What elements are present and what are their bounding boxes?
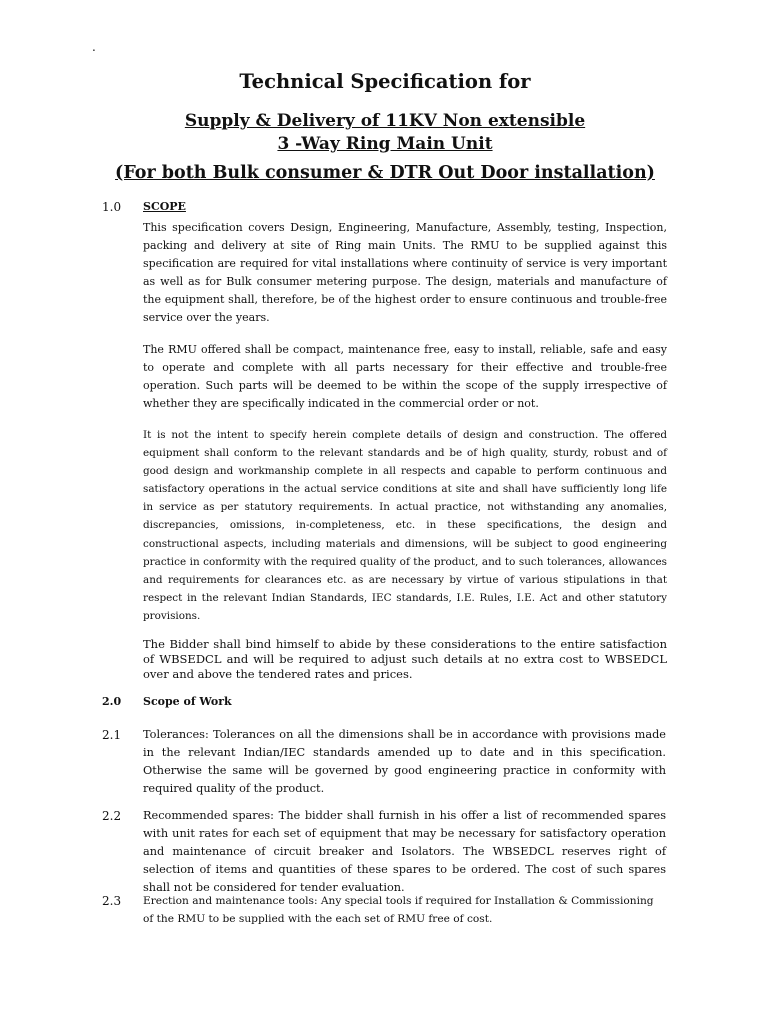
section-number-1: 1.0 [102, 200, 122, 214]
scope-paragraph-1: This specification covers Design, Engineering, Manufacture, Assembly, testing, Inspection, packing and delivery at site of Ring main Units. The RMU to be supplied against this specification are required for vital installations where continuity of service is very important as well as for Bulk consumer metering purpose. The design, materials and manufacture of the equipment shall, therefore, be of the highest order to ensure continuous and trouble-free service over the years. [143, 221, 667, 325]
item-number-2-2: 2.2 [102, 809, 122, 823]
document-subtitle-1: Supply & Delivery of 11KV Non extensible [184, 111, 586, 131]
item-text-recommended-spares: Recommended spares: The bidder shall furnish in his offer a list of recommended spares with unit rates for each set of equipment that may be necessary for satisfactory operation and maintenance of circuit breaker and Isolators. The WBSEDCL reserves right of selection of items and quantities of these spares to be ordered. The cost of such spares shall not be considered for tender evaluation. [143, 809, 666, 895]
document-subtitle-2: 3 -Way Ring Main Unit [277, 134, 493, 154]
section-heading-scope: SCOPE [143, 200, 186, 213]
document-title: Technical Specification for [239, 70, 531, 93]
item-text-erection-tools: Erection and maintenance tools: Any special tools if required for Installation & Commissioning of the RMU to be supplied with the each set of RMU free of cost. [143, 895, 654, 925]
item-text-tolerances: Tolerances: Tolerances on all the dimensions shall be in accordance with provisions made in the relevant Indian/IEC standards amended up to date and in this specification. Otherwise the same will be governed by good engineering practice in conformity with required quality of the product. [143, 728, 666, 796]
page-marker: . [92, 40, 96, 54]
document-subtitle-3: (For both Bulk consumer & DTR Out Door installation) [115, 163, 655, 183]
section-heading-scope-of-work: Scope of Work [143, 695, 232, 708]
section-number-2: 2.0 [102, 695, 122, 708]
item-number-2-1: 2.1 [102, 728, 122, 742]
scope-paragraph-2: The RMU offered shall be compact, maintenance free, easy to install, reliable, safe and easy to operate and complete with all parts necessary for their effective and trouble-free operation. Such parts will be deemed to be within the scope of the supply irrespective of whether they are specifically indicated in the commercial order or not. [143, 343, 667, 411]
scope-paragraph-3: It is not the intent to specify herein complete details of design and construction. The offered equipment shall conform to the relevant standards and be of high quality, sturdy, robust and of good design and workmanship complete in all respects and capable to perform continuous and satisfactory operations in the actual service conditions at site and shall have sufficiently long life in service as per statutory requirements. In actual practice, not withstanding any anomalies, discrepancies, omissions, in-completeness, etc. in these specifications, the design and constructional aspects, including materials and dimensions, will be subject to good engineering practice in conformity with the required quality of the product, and to such tolerances, allowances and requirements for clearances etc. as are necessary by virtue of various stipulations in that respect in the relevant Indian Standards, IEC standards, I.E. Rules, I.E. Act and other statutory provisions. [143, 429, 667, 622]
scope-paragraph-4: The Bidder shall bind himself to abide by these considerations to the entire satisfaction of WBSEDCL and will be required to adjust such details at no extra cost to WBSEDCL over and above the tendered rates and prices. [143, 637, 667, 681]
item-number-2-3: 2.3 [102, 894, 122, 908]
